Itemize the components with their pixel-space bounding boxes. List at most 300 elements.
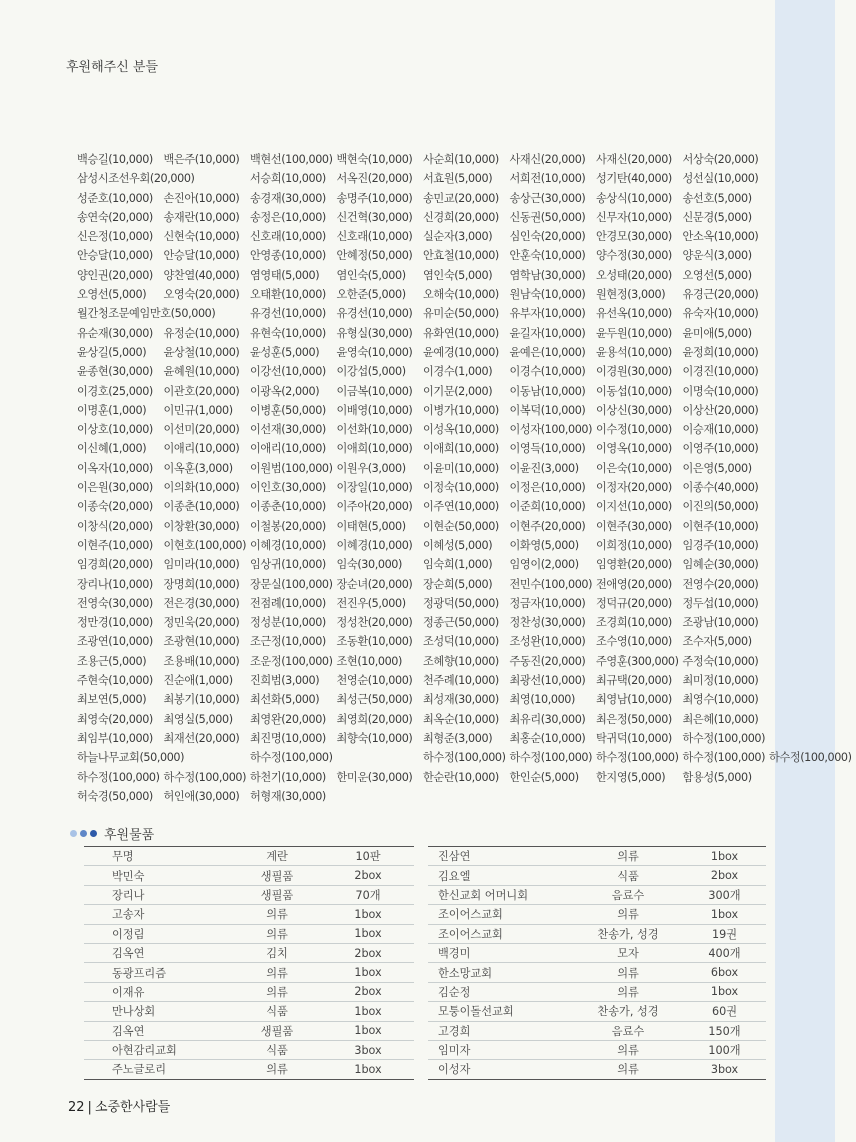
quantity-cell: 60권 [683,1002,766,1021]
donor-name-cell: 한신교회 어머니회 [428,885,573,904]
donor-entry: 정광덕(50,000) [423,596,499,610]
donor-entry: 이기문(2,000) [423,384,493,398]
donor-row [77,478,777,497]
donor-entry: 임숙희(1,000) [423,558,493,572]
donor-name-cell: 모퉁이돌선교회 [428,1002,573,1021]
item-type-cell: 의류 [573,1060,683,1079]
donor-name-cell: 김요엘 [428,866,573,885]
donor-entry: 신문경(5,000) [682,210,752,224]
donor-entry: 이장일(10,000) [336,481,413,495]
donor-row [77,594,777,613]
donor-entry: 최봉기(10,000) [163,693,240,707]
donor-entry: 이상산(20,000) [682,403,759,417]
donor-row [77,748,852,767]
donor-entry: 장문실(100,000) [250,577,333,591]
donor-entry: 안혜정(50,000) [336,249,413,263]
quantity-cell: 3box [322,1040,414,1059]
donor-entry: 오영선(5,000) [682,268,752,282]
donor-entry: 최유리(30,000) [509,712,586,726]
donor-entry: 정성분(10,000) [250,616,326,630]
item-type-cell: 의류 [232,963,322,982]
donor-entry: 하늘나무교회(50,000) [77,751,185,765]
quantity-cell: 10판 [322,847,414,866]
table-row [84,866,414,885]
donor-entry: 이진의(50,000) [682,500,759,514]
donor-entry: 정만경(10,000) [77,616,153,630]
donor-entry: 최진명(10,000) [250,731,326,745]
donor-entry: 심인숙(20,000) [509,230,586,244]
donor-entry: 허형재(30,000) [250,789,326,803]
donor-row [77,324,777,343]
donor-entry: 안승달(10,000) [163,249,240,263]
donor-entry: 이원범(100,000) [250,461,333,475]
donor-entry: 백승길(10,000) [77,153,153,166]
donor-entry: 조용배(10,000) [163,654,240,668]
donor-entry: 허인애(30,000) [163,789,240,803]
donor-row [77,632,777,651]
item-type-cell: 의류 [232,924,322,943]
donor-entry: 오영선(5,000) [77,288,147,302]
donor-entry: 유부자(10,000) [509,307,586,321]
table-row [428,982,766,1001]
donor-entry: 성준호(10,000) [77,191,153,205]
donor-entry: 이영주(10,000) [682,442,759,456]
donor-name-cell: 박민숙 [84,866,232,885]
donor-entry: 이애리(10,000) [250,442,326,456]
donor-entry: 이영옥(10,000) [596,442,672,456]
donor-entry: 전애영(20,000) [596,577,672,591]
donor-name-cell: 고송자 [84,905,232,924]
donor-entry: 성선실(10,000) [682,172,759,186]
donor-entry: 조경희(10,000) [596,616,672,630]
donor-entry: 이영득(10,000) [509,442,586,456]
donor-name-cell: 임미자 [428,1040,573,1059]
table-row [428,1021,766,1040]
donor-entry: 한지영(5,000) [596,770,666,784]
donor-entry: 최영완(20,000) [250,712,326,726]
donor-row [77,208,777,227]
donor-row [77,652,777,671]
donor-entry: 하수정(100,000) [250,751,333,765]
quantity-cell: 1box [322,924,414,943]
donor-row [77,420,777,439]
donor-entry: 최보연(5,000) [77,693,147,707]
donor-entry: 이병훈(50,000) [250,403,326,417]
donor-entry: 이정숙(10,000) [423,481,499,495]
donor-entry: 이화영(5,000) [509,538,579,552]
donor-entry: 송연숙(20,000) [77,210,153,224]
donor-entry: 진순애(1,000) [163,674,233,688]
donor-entry: 주동진(20,000) [509,654,586,668]
table-row [84,847,414,866]
donor-entry: 송상식(10,000) [596,191,672,205]
donor-entry: 함용성(5,000) [682,770,752,784]
donor-entry: 백현선(100,000) [250,153,333,166]
item-type-cell: 생필품 [232,885,322,904]
donor-entry: 유숙자(10,000) [682,307,759,321]
donor-entry: 이인호(30,000) [250,481,326,495]
donor-entry: 진희범(3,000) [250,674,320,688]
donor-entry: 이윤진(3,000) [509,461,579,475]
item-type-cell: 식품 [232,1002,322,1021]
item-type-cell: 의류 [573,963,683,982]
donor-name-cell: 주노글로리 [84,1060,232,1079]
item-type-cell: 의류 [573,1040,683,1059]
donor-entry: 유정순(10,000) [163,326,240,340]
donor-entry: 임상귀(10,000) [250,558,326,572]
donor-entry: 천주례(10,000) [423,674,499,688]
donor-entry: 전영숙(30,000) [77,596,153,610]
donor-entry: 이금복(10,000) [336,384,413,398]
donor-entry: 이창환(30,000) [163,519,240,533]
table-row [428,943,766,962]
item-type-cell: 의류 [232,982,322,1001]
donor-entry: 신건혁(30,000) [336,210,413,224]
quantity-cell: 6box [683,963,766,982]
donor-entry: 조혜향(10,000) [423,654,499,668]
donor-entry: 윤길자(10,000) [509,326,586,340]
donor-row [77,266,777,285]
donor-entry: 이선미(20,000) [163,423,240,437]
donor-entry: 이종춘(10,000) [163,500,240,514]
donor-entry: 탁귀덕(10,000) [596,731,672,745]
donor-entry: 조광현(10,000) [163,635,240,649]
quantity-cell: 1box [322,1060,414,1079]
page-footer [68,1096,170,1115]
donor-entry: 송정은(10,000) [250,210,326,224]
donor-entry: 전민수(100,000) [509,577,593,591]
donor-entry: 이경원(30,000) [596,365,672,379]
donor-entry: 윤정희(10,000) [682,345,759,359]
donor-entry: 하수정(100,000) [163,770,247,784]
donor-entry: 유순재(30,000) [77,326,153,340]
donor-entry: 윤예경(10,000) [423,345,499,359]
section-title: 후원물품 [104,828,155,843]
donor-row [77,401,777,420]
quantity-cell: 1box [683,982,766,1001]
donor-entry: 이현호(100,000) [163,538,247,552]
donor-name-cell: 조이어스교회 [428,905,573,924]
donor-entry: 이애리(10,000) [163,442,240,456]
donor-entry: 이경진(10,000) [682,365,759,379]
donor-entry: 조수자(5,000) [682,635,752,649]
donor-entry: 장명희(10,000) [163,577,240,591]
donor-entry: 이애희(10,000) [423,442,499,456]
donor-row [77,150,777,169]
item-type-cell: 의류 [573,982,683,1001]
donor-entry: 천영순(10,000) [336,674,413,688]
quantity-cell: 2box [322,866,414,885]
donor-entry: 윤성훈(5,000) [250,345,320,359]
donor-entry: 윤종현(30,000) [77,365,153,379]
donor-name-cell: 고경희 [428,1021,573,1040]
table-row [428,885,766,904]
donor-entry: 신무자(10,000) [596,210,672,224]
table-row [84,1002,414,1021]
donor-entry: 조동환(10,000) [336,635,413,649]
donor-entry: 유현숙(10,000) [250,326,326,340]
donor-entry: 이애희(10,000) [336,442,413,456]
donor-entry: 이원우(3,000) [336,461,406,475]
donor-entry: 임숙(30,000) [336,558,402,572]
table-row [428,866,766,885]
donor-name-cell: 만나상회 [84,1002,232,1021]
donor-entry: 최영실(5,000) [163,712,233,726]
donor-entry: 이성자(100,000) [509,423,593,437]
donor-name-cell: 이정림 [84,924,232,943]
donor-name-cell: 이성자 [428,1060,573,1079]
donor-entry: 안훈숙(10,000) [509,249,586,263]
donor-entry: 유경근(20,000) [682,288,759,302]
quantity-cell: 1box [322,963,414,982]
donor-entry: 조현(10,000) [336,654,402,668]
donor-entry: 유경선(10,000) [250,307,326,321]
donor-name-cell: 이재유 [84,982,232,1001]
donor-entry: 오해숙(10,000) [423,288,499,302]
donor-row [77,729,777,748]
donor-name-cell: 김순정 [428,982,573,1001]
donor-entry: 이주연(10,000) [423,500,499,514]
donor-row [77,227,777,246]
item-type-cell: 계란 [232,847,322,866]
donor-row [77,517,777,536]
donor-name-cell: 장리나 [84,885,232,904]
donor-entry: 하천기(10,000) [250,770,326,784]
item-type-cell: 생필품 [232,866,322,885]
donated-items-table-right [428,846,766,1080]
donor-entry: 성기탄(40,000) [596,172,672,186]
donor-entry: 최홍순(10,000) [509,731,586,745]
bullet-dot-icon [80,830,87,837]
page-title: 후원해주신 분들 [66,60,159,75]
donor-entry: 임혜순(30,000) [682,558,759,572]
donor-entry: 최향숙(10,000) [336,731,413,745]
donor-entry: 오영숙(20,000) [163,288,240,302]
donor-entry: 염영태(5,000) [250,268,320,282]
donor-entry: 이상호(10,000) [77,423,153,437]
donor-entry: 조광남(10,000) [682,616,759,630]
donor-entry: 최은혜(10,000) [682,712,759,726]
donor-entry: 이윤미(10,000) [423,461,499,475]
donor-entry: 서승희(10,000) [250,172,326,186]
donor-entry: 이광옥(2,000) [250,384,320,398]
donor-entry: 이강선(10,000) [250,365,326,379]
donor-entry: 하수정(100,000) [509,751,593,765]
table-row [84,905,414,924]
donor-entry: 하수정(100,000) [769,751,852,765]
donor-entry: 이철봉(20,000) [250,519,326,533]
donor-entry: 양찬열(40,000) [163,268,240,282]
item-type-cell: 의류 [573,847,683,866]
donor-entry: 송재란(10,000) [163,210,240,224]
donor-entry: 최영남(10,000) [596,693,672,707]
donor-entry: 서옥진(20,000) [336,172,413,186]
donor-entry: 양인권(20,000) [77,268,153,282]
donor-entry: 최옥순(10,000) [423,712,499,726]
donor-entry: 한인순(5,000) [509,770,579,784]
donor-row [77,382,777,401]
donor-entry: 장순녀(20,000) [336,577,413,591]
donor-entry: 이준희(10,000) [509,500,586,514]
donor-entry: 한미운(30,000) [336,770,413,784]
donor-entry: 임미라(10,000) [163,558,240,572]
donor-entry: 양운식(3,000) [682,249,752,263]
donor-entry: 최성근(50,000) [336,693,413,707]
donor-entry: 전은경(30,000) [163,596,240,610]
donor-list [77,150,852,806]
quantity-cell: 300개 [683,885,766,904]
donor-entry: 유화연(10,000) [423,326,499,340]
table-row [84,943,414,962]
donor-row [77,555,777,574]
table-row [428,1040,766,1059]
donor-entry: 사순희(10,000) [423,153,499,166]
donor-entry: 이경호(25,000) [77,384,153,398]
section-heading [70,824,154,843]
table-row [428,924,766,943]
donor-entry: 이신혜(1,000) [77,442,147,456]
donor-entry: 최규택(20,000) [596,674,672,688]
donor-entry: 손진아(10,000) [163,191,240,205]
donor-entry: 이선화(10,000) [336,423,413,437]
donor-entry: 염인숙(5,000) [336,268,406,282]
donor-entry: 주현숙(10,000) [77,674,153,688]
donor-entry: 최영희(20,000) [336,712,413,726]
donor-entry: 이창식(20,000) [77,519,153,533]
donor-name-cell: 조이어스교회 [428,924,573,943]
donor-entry: 이수정(10,000) [596,423,672,437]
donor-entry: 이성옥(10,000) [423,423,499,437]
donor-entry: 이혜성(5,000) [423,538,493,552]
donor-entry: 이현주(30,000) [596,519,672,533]
donor-entry: 정금자(10,000) [509,596,586,610]
quantity-cell: 19권 [683,924,766,943]
donor-entry: 정찬성(30,000) [509,616,586,630]
donor-entry: 이경수(10,000) [509,365,586,379]
donor-entry: 윤미애(5,000) [682,326,752,340]
quantity-cell: 1box [683,847,766,866]
donor-entry: 전진우(5,000) [336,596,406,610]
quantity-cell: 1box [322,1021,414,1040]
donor-entry: 이지선(10,000) [596,500,672,514]
donor-entry: 이경수(1,000) [423,365,493,379]
donor-name-cell: 아현감리교회 [84,1040,232,1059]
donor-row [77,246,777,265]
table-row [84,1021,414,1040]
magazine-name: 소중한사람들 [94,1100,171,1115]
donor-entry: 전영수(20,000) [682,577,759,591]
donor-entry: 정성찬(20,000) [336,616,413,630]
donor-entry: 서효원(5,000) [423,172,493,186]
donor-entry: 송경재(30,000) [250,191,326,205]
donor-entry: 안효철(10,000) [423,249,499,263]
donor-entry: 이복덕(10,000) [509,403,586,417]
donor-entry: 정종근(50,000) [423,616,499,630]
donor-entry: 삼성시조선우회(20,000) [77,172,195,186]
donor-entry: 이주아(20,000) [336,500,413,514]
quantity-cell: 400개 [683,943,766,962]
donor-entry: 이병가(10,000) [423,403,499,417]
donor-entry: 신현숙(10,000) [163,230,240,244]
donor-entry: 이민규(1,000) [163,403,233,417]
donor-entry: 신호래(10,000) [336,230,413,244]
donor-entry: 이은숙(10,000) [596,461,672,475]
donor-entry: 장리나(10,000) [77,577,153,591]
donor-entry: 이관호(20,000) [163,384,240,398]
donor-entry: 백현숙(10,000) [336,153,413,166]
donor-entry: 임경주(10,000) [682,538,759,552]
donor-entry: 윤상철(10,000) [163,345,240,359]
page-number: 22 [68,1100,85,1115]
donor-entry: 오태환(10,000) [250,288,326,302]
donor-entry: 이강섭(5,000) [336,365,406,379]
donor-row [77,613,777,632]
donor-entry: 오성태(20,000) [596,268,672,282]
donor-entry: 하수정(100,000) [77,770,160,784]
quantity-cell: 3box [683,1060,766,1079]
donor-entry: 조용근(5,000) [77,654,147,668]
donor-entry: 오한준(5,000) [336,288,406,302]
item-type-cell: 의류 [232,905,322,924]
donor-entry: 유미순(50,000) [423,307,499,321]
donor-entry: 송명주(10,000) [336,191,413,205]
donor-entry: 임영이(2,000) [509,558,579,572]
donor-entry: 이은영(5,000) [682,461,752,475]
donor-entry: 장순희(5,000) [423,577,493,591]
donor-row [77,768,777,787]
table-row [84,1040,414,1059]
item-type-cell: 의류 [232,1060,322,1079]
quantity-cell: 150개 [683,1021,766,1040]
donor-row [77,285,777,304]
item-type-cell: 생필품 [232,1021,322,1040]
donor-row [77,189,777,208]
donor-entry: 최미정(10,000) [682,674,759,688]
item-type-cell: 찬송가, 성경 [573,1002,683,1021]
donor-entry: 유형실(30,000) [336,326,413,340]
donor-entry: 조성완(10,000) [509,635,586,649]
item-type-cell: 찬송가, 성경 [573,924,683,943]
table-row [84,924,414,943]
donor-entry: 이혜경(10,000) [250,538,326,552]
donor-entry: 이종춘(10,000) [250,500,326,514]
donor-entry: 최성재(30,000) [423,693,499,707]
donor-entry: 염학남(30,000) [509,268,586,282]
donor-entry: 정두섭(10,000) [682,596,759,610]
donor-row [77,787,777,806]
donor-entry: 이정은(10,000) [509,481,586,495]
donor-entry: 신호래(10,000) [250,230,326,244]
donor-entry: 정덕규(20,000) [596,596,672,610]
donor-row [77,459,777,478]
item-type-cell: 김치 [232,943,322,962]
donor-entry: 윤영숙(10,000) [336,345,413,359]
donor-entry: 이승재(10,000) [682,423,759,437]
quantity-cell: 1box [322,905,414,924]
quantity-cell: 70개 [322,885,414,904]
donor-entry: 주정숙(10,000) [682,654,759,668]
donor-entry: 월간청조문예임만호(50,000) [77,307,216,321]
table-row [84,885,414,904]
donor-entry: 하수정(100,000) [682,731,766,745]
donor-entry: 이옥자(10,000) [77,461,153,475]
donor-entry: 이상신(30,000) [596,403,672,417]
donor-name-cell: 진삼연 [428,847,573,866]
donor-entry: 이선재(30,000) [250,423,326,437]
donor-entry: 조운정(100,000) [250,654,333,668]
table-row [428,905,766,924]
quantity-cell: 2box [322,982,414,1001]
